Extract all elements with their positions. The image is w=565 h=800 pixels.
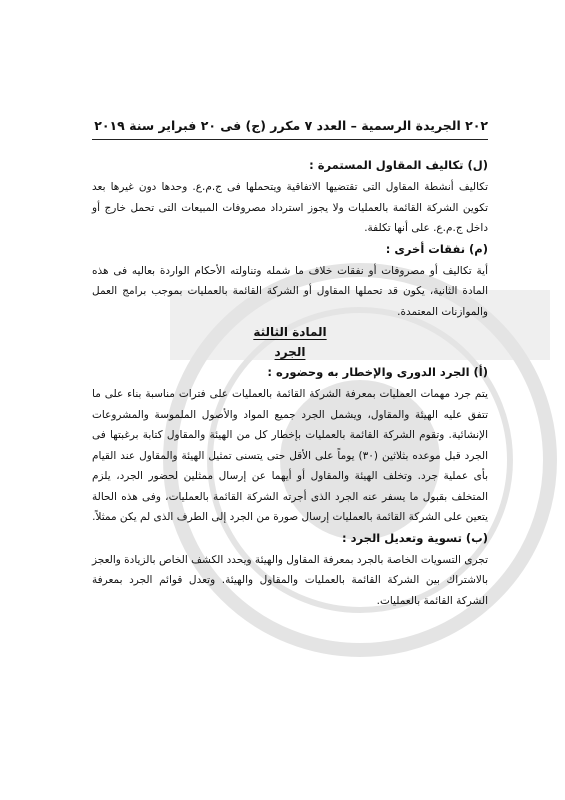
section-b-text: تجرى التسويات الخاصة بالجرد بمعرفة المقاول والهيئة ويحدد الكشف الخاص بالزيادة والعجز بالاشتراك بين الشركة القائمة بالعمليات والمقاول والهيئة. وتعدل قوائم الجرد بمعرفة الشركة القائمة بالعمليات. bbox=[92, 553, 488, 607]
section-b-heading: (ب) تسوية وتعديل الجرد : bbox=[342, 530, 488, 545]
section-l-text: تكاليف أنشطة المقاول التى تقتضيها الاتفاقية ويتحملها فى ج.م.ع. وحدها دون غيرها بعد تكوين الشركة القائمة بالعمليات ولا يجوز استرداد مصروفات المبيعات التى تحمل خارج أو داخل ج.م.ع. على أنها تكلفة. bbox=[92, 181, 488, 234]
section-m-heading: (م) نفقات أخرى : bbox=[385, 241, 488, 256]
section-a-heading: (أ) الجرد الدورى والإخطار به وحضوره : bbox=[267, 365, 488, 379]
section-a-text: يتم جرد مهمات العمليات بمعرفة الشركة القائمة بالعمليات على فترات مناسبة بناء على ما تتفق عليه الهيئة والمقاول، ويشمل الجرد جميع المواد والأصول الملموسة والمشروعات الإنشائية. وتقوم الشركة القائمة بالعمليات بإخطار كل من الهيئة والمقاول كتابة برغبتها فى الجرد قبل موعده بثلاثين (٣٠) يوماً على الأقل حتى يتسنى تمثيل الهيئة والمقاول عند القيام بأى عملية جرد. وتخلف الهيئة والمقاول أو أيهما عن إرسال ممثلين لحضور الجرد، يلزم المتخلف بقبول ما يسفر عنه الجرد الذى أجرته الشركة القائمة بالعمليات، وفى هذه الحالة يتعين على الشركة القائمة بالعمليات إرسال صورة من الجرد إلى الطرف الذى لم يكن ممثلاً. bbox=[92, 388, 489, 523]
article-subtitle: الجرد bbox=[274, 345, 306, 359]
section-l bbox=[92, 158, 488, 239]
article-title: المادة الثالثة bbox=[253, 325, 327, 339]
section-b bbox=[92, 531, 488, 612]
gazette-page bbox=[92, 118, 488, 614]
page-header: ٢٠٢ الجريدة الرسمية – العدد ٧ مكرر (ج) فى ٢٠ فبراير سنة ٢٠١٩ bbox=[92, 118, 488, 140]
section-a bbox=[92, 365, 488, 528]
section-l-heading: (ل) تكاليف المقاول المستمرة : bbox=[309, 158, 488, 172]
section-m-text: أية تكاليف أو مصروفات أو نفقات خلاف ما شمله وتناولته الأحكام الواردة بعاليه فى هذه المادة الثانية، يكون قد تحملها المقاول أو الشركة القائمة بالعمليات بموجب برامج العمل والموازنات المعتمدة. bbox=[92, 264, 488, 318]
section-m bbox=[92, 242, 488, 323]
